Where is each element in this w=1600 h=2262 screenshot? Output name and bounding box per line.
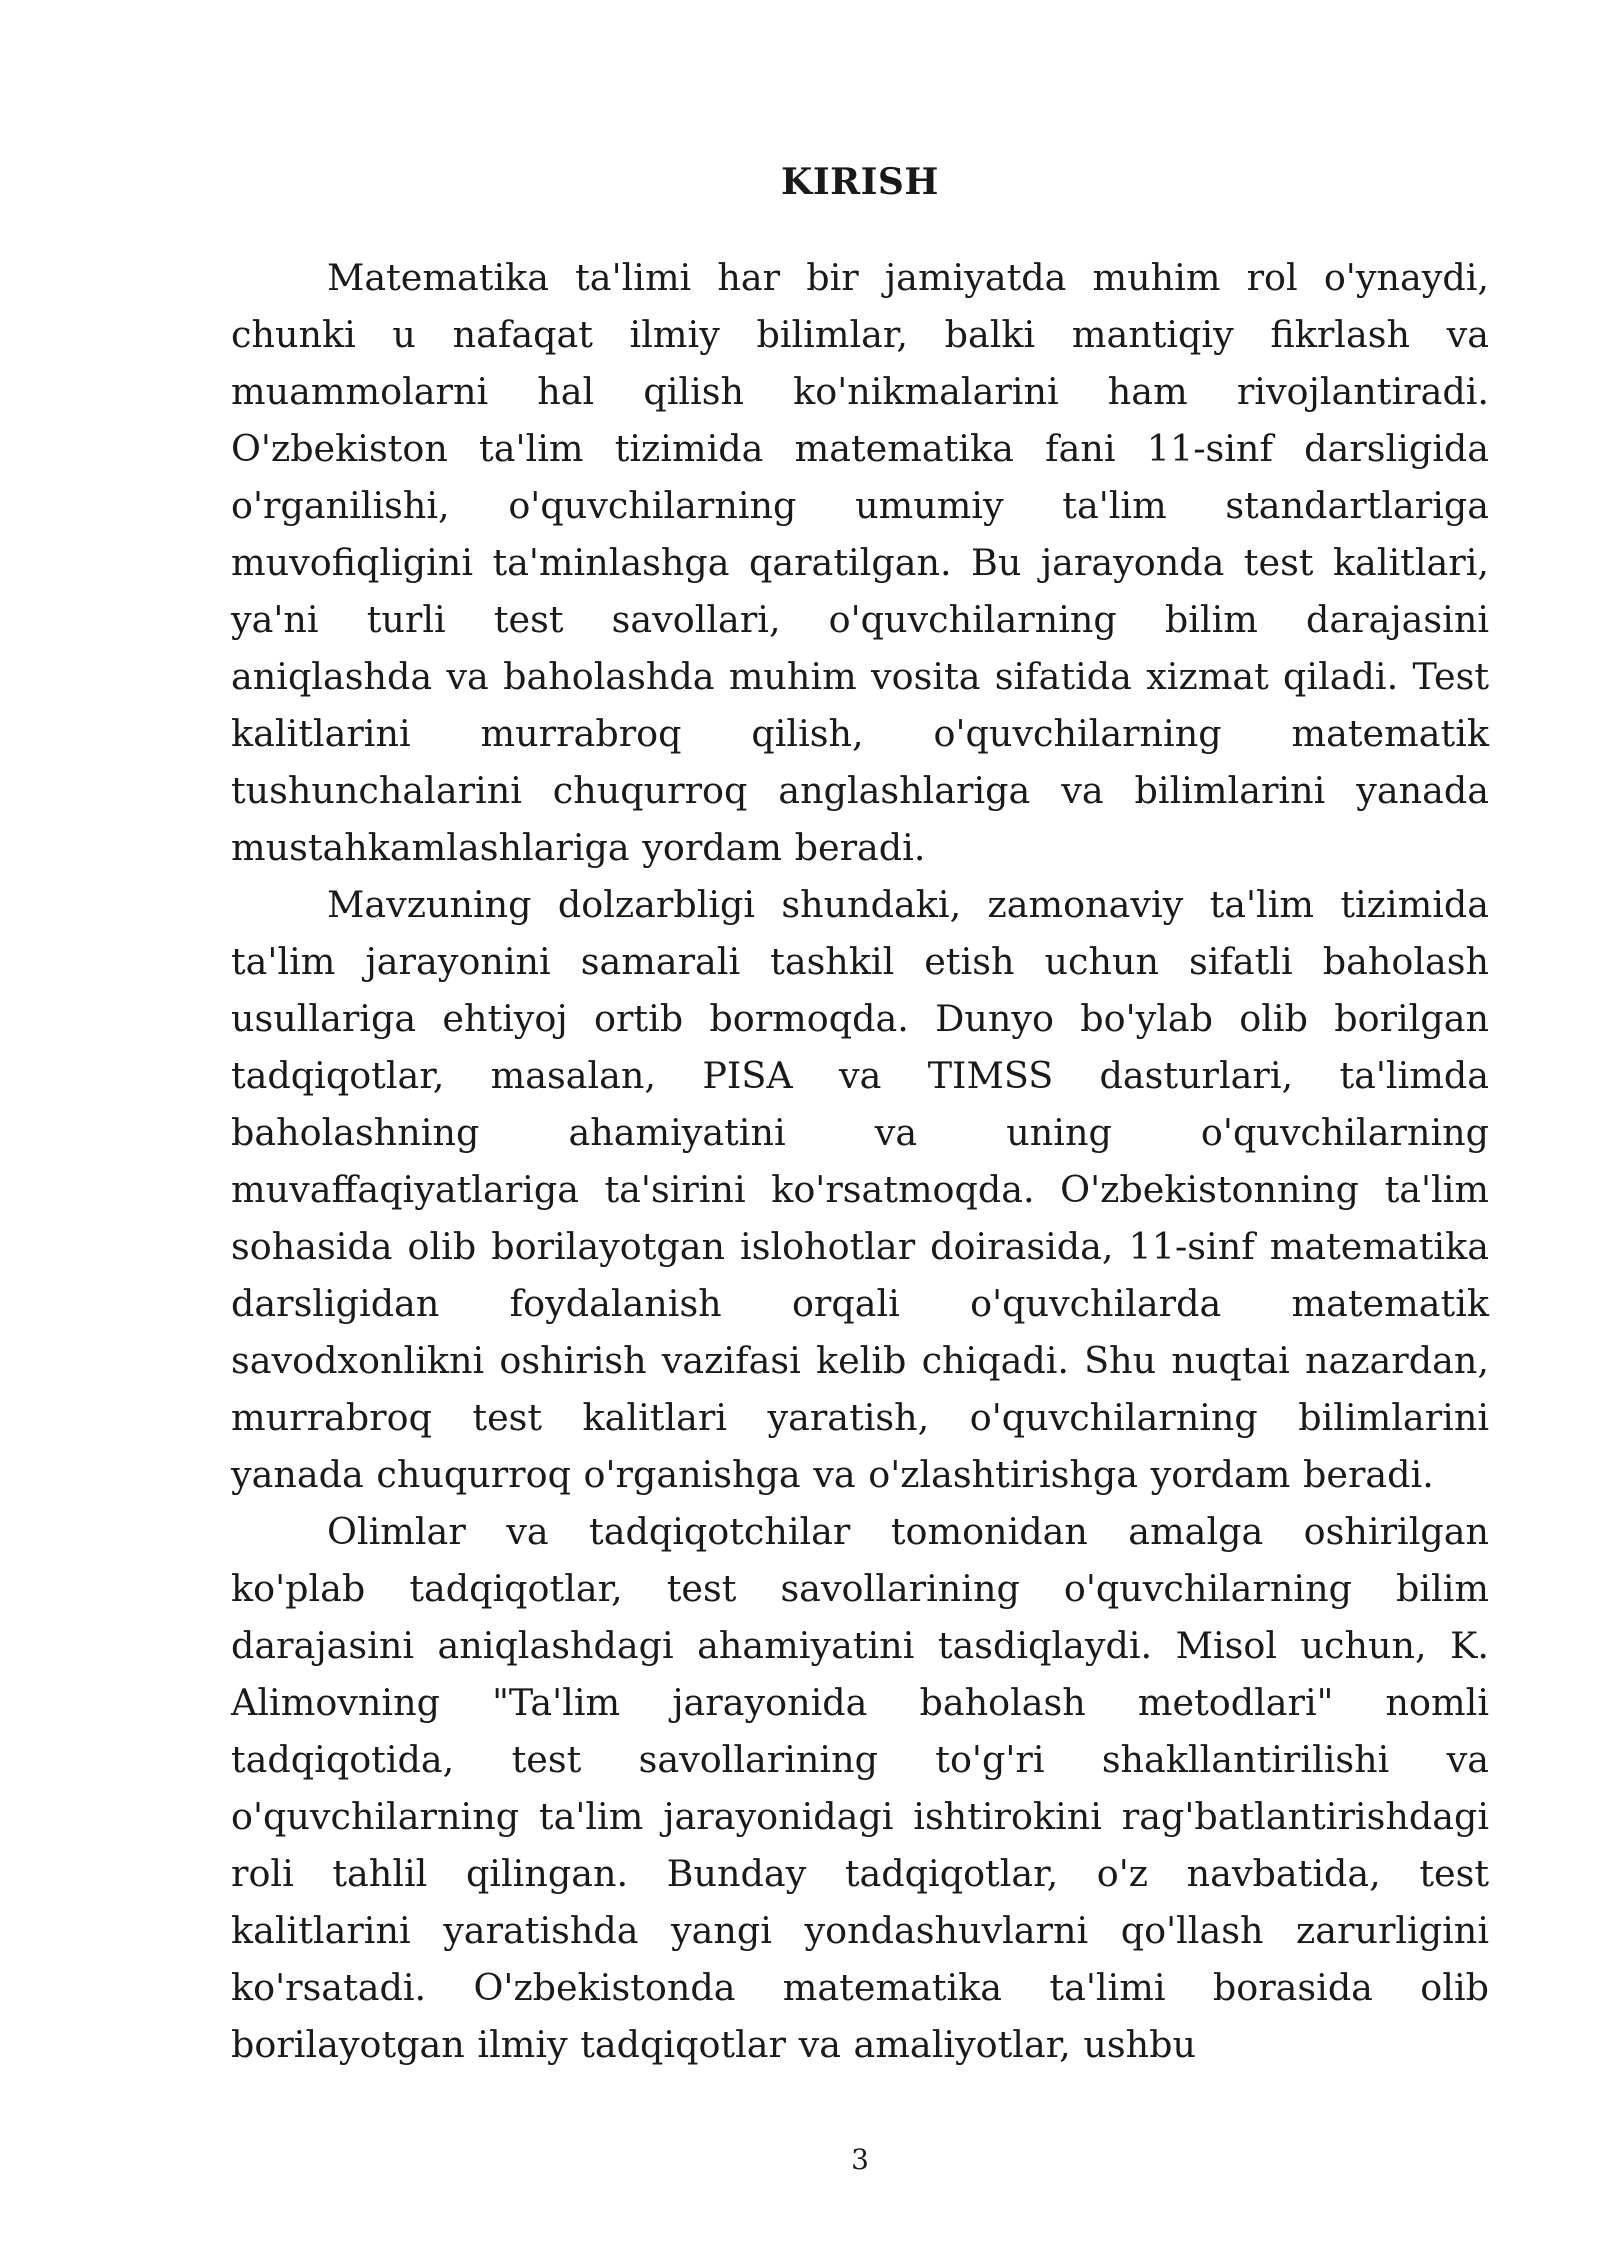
paragraph-2: Mavzuning dolzarbligi shundaki, zamonaviy ta'lim tizimida ta'lim jarayonini samarali tashkil etish uchun sifatli baholash usullariga ehtiyoj ortib bormoqda. Dunyo bo'ylab olib borilgan tadqiqotlar, masalan, PISA va TIMSS dasturlari, ta'limda baholashning ahamiyatini va uning o'quvchilarning muvaffaqiyatlariga ta'sirini ko'rsatmoqda. O'zbekistonning ta'lim sohasida olib borilayotgan islohotlar doirasida, 11-sinf matematika darsligidan foydalanish orqali o'quvchilarda matematik savodxonlikni oshirish vazifasi kelib chiqadi. Shu nuqtai nazardan, murrabroq test kalitlari yaratish, o'quvchilarning bilimlarini yanada chuqurroq o'rganishga va o'zlashtirishga yordam beradi.	[231, 883, 1489, 1496]
paragraph-1: Matematika ta'limi har bir jamiyatda muhim rol o'ynaydi, chunki u nafaqat ilmiy bilimlar, balki mantiqiy fikrlash va muammolarni hal qilish ko'nikmalarini ham rivojlantiradi. O'zbekiston ta'lim tizimida matematika fani 11-sinf darsligida o'rganilishi, o'quvchilarning umumiy ta'lim standartlariga muvofiqligini ta'minlashga qaratilgan. Bu jarayonda test kalitlari, ya'ni turli test savollari, o'quvchilarning bilim darajasini aniqlashda va baholashda muhim vosita sifatida xizmat qiladi. Test kalitlarini murrabroq qilish, o'quvchilarning matematik tushunchalarini chuqurroq anglashlariga va bilimlarini yanada mustahkamlashlariga yordam beradi.	[231, 256, 1489, 869]
paragraph-3: Olimlar va tadqiqotchilar tomonidan amalga oshirilgan ko'plab tadqiqotlar, test savollarining o'quvchilarning bilim darajasini aniqlashdagi ahamiyatini tasdiqlaydi. Misol uchun, K. Alimovning "Ta'lim jarayonida baholash metodlari" nomli tadqiqotida, test savollarining to'g'ri shakllantirilishi va o'quvchilarning ta'lim jarayonidagi ishtirokini rag'batlantirishdagi roli tahlil qilingan. Bunday tadqiqotlar, o'z navbatida, test kalitlarini yaratishda yangi yondashuvlarni qo'llash zarurligini ko'rsatadi. O'zbekistonda matematika ta'limi borasida olib borilayotgan ilmiy tadqiqotlar va amaliyotlar, ushbu	[231, 1510, 1489, 2066]
page-number: 3	[851, 2143, 869, 2176]
page-title: KIRISH	[781, 161, 939, 203]
body-text	[231, 249, 1489, 2073]
